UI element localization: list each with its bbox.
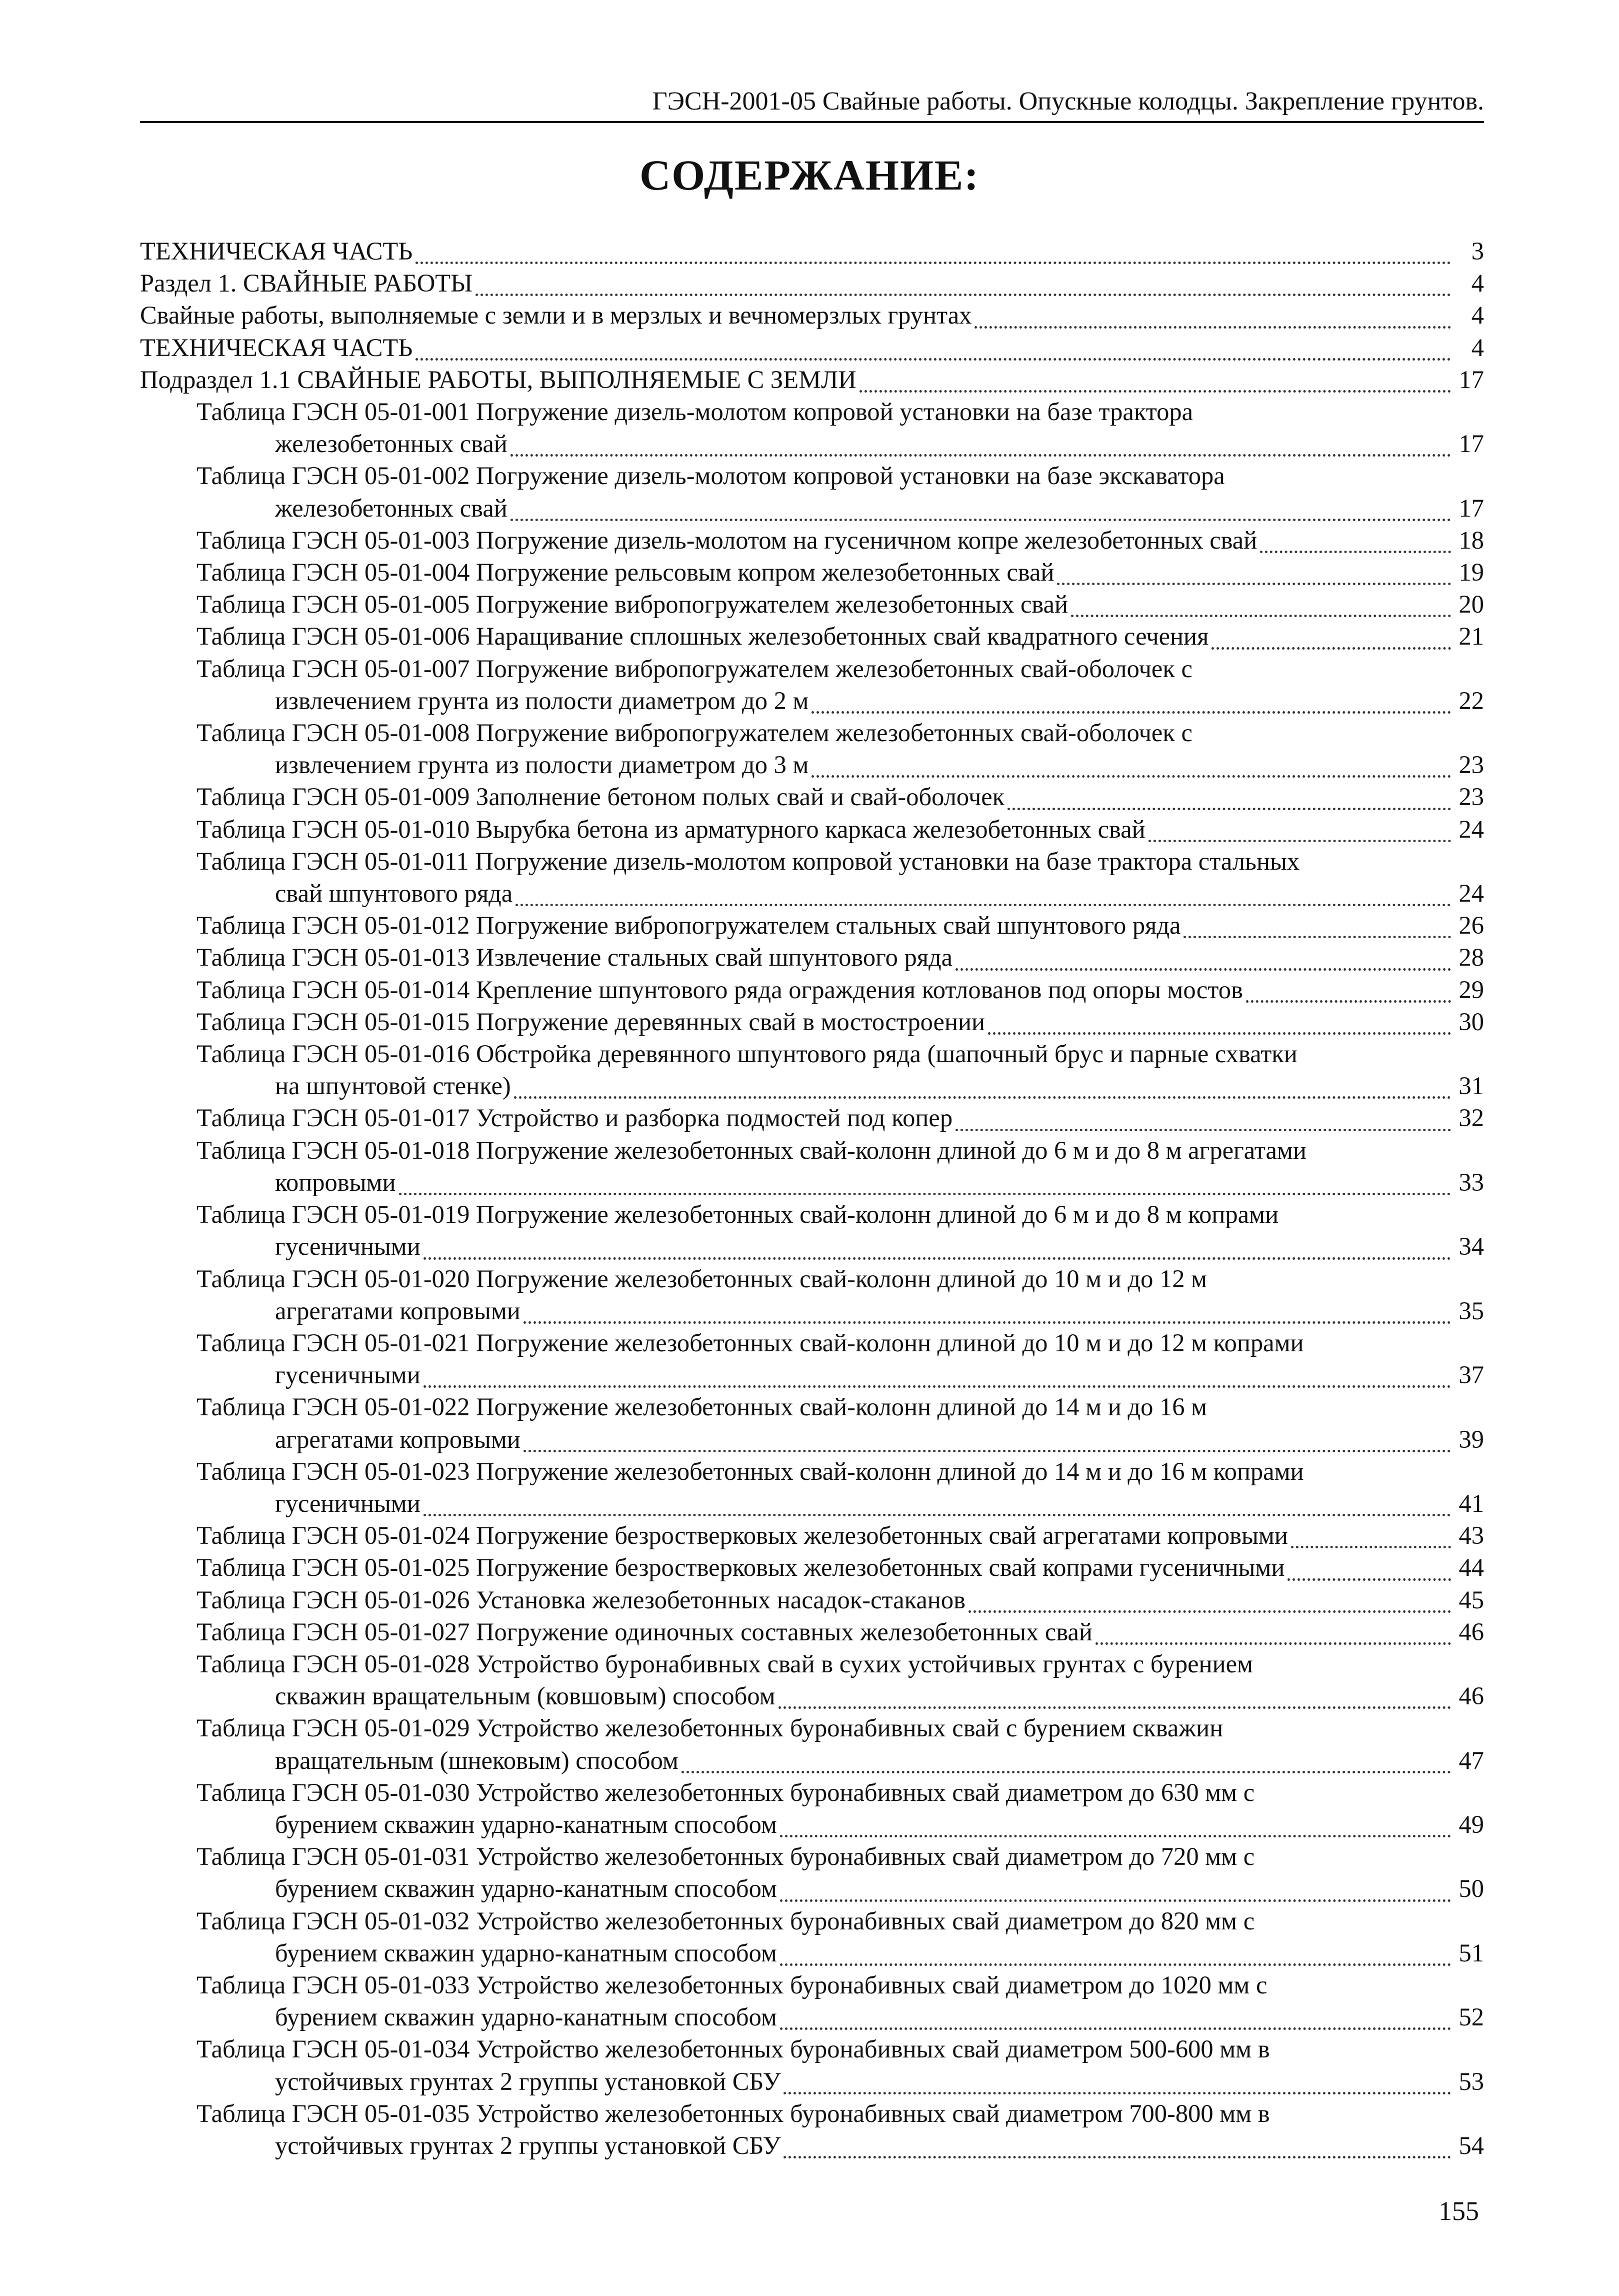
toc-page-number: 46: [1458, 1682, 1484, 1710]
toc-entry-title: железобетонных свай: [275, 430, 508, 458]
toc-entry[interactable]: [140, 813, 1484, 845]
toc-page-number: 45: [1458, 1585, 1484, 1614]
toc-entry[interactable]: [140, 235, 1484, 267]
dot-leader: [1008, 807, 1451, 810]
toc-entry[interactable]: [140, 1263, 1484, 1327]
toc-entry[interactable]: [140, 299, 1484, 331]
dot-leader: [780, 1963, 1451, 1966]
toc-page-number: 28: [1458, 943, 1484, 972]
dot-leader: [860, 390, 1451, 393]
toc-entry-title: Таблица ГЭСН 05-01-008 Погружение вибропогружателем железобетонных свай-оболочек с: [196, 719, 1192, 747]
toc-entry[interactable]: [140, 460, 1484, 524]
toc-page-number: 44: [1458, 1553, 1484, 1582]
dot-leader: [1148, 839, 1451, 842]
dot-leader: [812, 775, 1451, 778]
toc-entry-title: Таблица ГЭСН 05-01-006 Наращивание сплошных железобетонных свай квадратного сечения: [196, 622, 1209, 651]
toc-entry[interactable]: [140, 1391, 1484, 1455]
page-title: СОДЕРЖАНИЕ:: [640, 151, 980, 199]
toc-entry-title: агрегатами копровыми: [275, 1296, 520, 1325]
toc-entry[interactable]: [140, 1840, 1484, 1904]
toc-entry-title: Таблица ГЭСН 05-01-023 Погружение железобетонных свай-колонн длиной до 14 м и до 16 м копрами: [196, 1457, 1304, 1485]
toc-entry[interactable]: [140, 1455, 1484, 1519]
dot-leader: [1291, 1545, 1451, 1548]
toc-entry-title: ТЕХНИЧЕСКАЯ ЧАСТЬ: [140, 237, 413, 265]
toc-page-number: 23: [1458, 783, 1484, 811]
toc-page-number: 51: [1458, 1938, 1484, 1967]
table-of-contents: [140, 235, 1484, 2161]
toc-entry-title: ТЕХНИЧЕСКАЯ ЧАСТЬ: [140, 333, 413, 362]
dot-leader: [1212, 647, 1451, 650]
toc-entry-title: бурением скважин ударно-канатным способом: [275, 1810, 777, 1838]
dot-leader: [784, 2091, 1451, 2094]
running-header: ГЭСН-2001-05 Свайные работы. Опускные колодцы. Закрепление грунтов.: [140, 84, 1484, 123]
toc-page-number: 17: [1458, 430, 1484, 458]
dot-leader: [1071, 614, 1451, 617]
toc-entry[interactable]: [140, 941, 1484, 973]
dot-leader: [424, 1513, 1451, 1516]
toc-entry[interactable]: [140, 1616, 1484, 1648]
toc-entry-title: бурением скважин ударно-канатным способом: [275, 2003, 777, 2031]
dot-leader: [778, 1706, 1451, 1709]
dot-leader: [424, 1257, 1451, 1260]
dot-leader: [784, 2155, 1451, 2158]
toc-page-number: 53: [1458, 2067, 1484, 2095]
toc-entry-title: Таблица ГЭСН 05-01-027 Погружение одиночных составных железобетонных свай: [196, 1617, 1092, 1646]
dot-leader: [416, 261, 1451, 264]
toc-entry-title: Таблица ГЭСН 05-01-032 Устройство железобетонных буронабивных свай диаметром до 820 мм с: [196, 1906, 1255, 1935]
toc-entry-title: копровыми: [275, 1168, 396, 1196]
toc-entry-title: Таблица ГЭСН 05-01-031 Устройство железобетонных буронабивных свай диаметром до 720 мм с: [196, 1842, 1255, 1871]
toc-entry-title: Таблица ГЭСН 05-01-019 Погружение железобетонных свай-колонн длиной до 6 м и до 8 м копрами: [196, 1200, 1279, 1229]
toc-page-number: 46: [1458, 1617, 1484, 1646]
toc-entry-title: Таблица ГЭСН 05-01-013 Извлечение стальных свай шпунтового ряда: [196, 943, 953, 972]
toc-entry-title: бурением скважин ударно-канатным способом: [275, 1874, 777, 1903]
toc-entry[interactable]: [140, 524, 1484, 556]
toc-page-number: 30: [1458, 1007, 1484, 1036]
toc-entry-title: скважин вращательным (ковшовым) способом: [275, 1682, 776, 1710]
dot-leader: [780, 2027, 1451, 2030]
toc-page-number: 52: [1458, 2003, 1484, 2031]
toc-page-number: 32: [1458, 1104, 1484, 1132]
dot-leader: [974, 326, 1451, 329]
toc-entry-title: агрегатами копровыми: [275, 1425, 520, 1453]
dot-leader: [1246, 1000, 1451, 1003]
toc-entry[interactable]: [140, 1102, 1484, 1134]
toc-entry-title: Таблица ГЭСН 05-01-003 Погружение дизель-молотом на гусеничном копре железобетонных свай: [196, 526, 1258, 554]
toc-entry[interactable]: [140, 1134, 1484, 1198]
toc-entry[interactable]: [140, 332, 1484, 364]
toc-entry-title: гусеничными: [275, 1361, 420, 1389]
dot-leader: [516, 903, 1451, 906]
dot-leader: [956, 968, 1451, 971]
toc-entry[interactable]: [140, 1006, 1484, 1038]
toc-entry-title: Таблица ГЭСН 05-01-017 Устройство и разборка подмостей под копер: [196, 1104, 953, 1132]
dot-leader: [524, 1321, 1451, 1324]
toc-entry-title: Таблица ГЭСН 05-01-029 Устройство железобетонных буронабивных свай с бурением скважин: [196, 1714, 1224, 1742]
toc-entry-title: Таблица ГЭСН 05-01-007 Погружение вибропогружателем железобетонных свай-оболочек с: [196, 654, 1192, 683]
toc-entry-title: Таблица ГЭСН 05-01-025 Погружение безростверковых железобетонных свай копрами гусеничными: [196, 1553, 1285, 1582]
toc-entry-title: гусеничными: [275, 1232, 420, 1261]
toc-entry[interactable]: [140, 1776, 1484, 1840]
toc-entry-title: Таблица ГЭСН 05-01-014 Крепление шпунтового ряда ограждения котлованов под опоры мостов: [196, 975, 1243, 1004]
dot-leader: [968, 1610, 1451, 1613]
dot-leader: [1057, 582, 1451, 585]
toc-entry-title: Свайные работы, выполняемые с земли и в мерзлых и вечномерзлых грунтах: [140, 301, 972, 330]
toc-entry[interactable]: [140, 364, 1484, 396]
dot-leader: [524, 1449, 1451, 1452]
toc-page-number: 47: [1458, 1746, 1484, 1774]
toc-page-number: 19: [1458, 558, 1484, 587]
toc-entry-title: Таблица ГЭСН 05-01-020 Погружение железобетонных свай-колонн длиной до 10 м и до 12 м: [196, 1264, 1208, 1293]
toc-entry-title: устойчивых грунтах 2 группы установкой СБУ: [275, 2131, 781, 2159]
toc-entry[interactable]: [140, 653, 1484, 717]
toc-entry-title: Таблица ГЭСН 05-01-024 Погружение безростверковых железобетонных свай агрегатами копровыми: [196, 1521, 1288, 1550]
toc-entry-title: Подраздел 1.1 СВАЙНЫЕ РАБОТЫ, ВЫПОЛНЯЕМЫЕ С ЗЕМЛИ: [140, 365, 856, 394]
toc-entry[interactable]: [140, 588, 1484, 620]
toc-entry-title: Таблица ГЭСН 05-01-033 Устройство железобетонных буронабивных свай диаметром до 1020 мм с: [196, 1970, 1268, 1999]
toc-entry-title: вращательным (шнековым) способом: [275, 1746, 678, 1774]
toc-entry-title: Таблица ГЭСН 05-01-034 Устройство железобетонных буронабивных свай диаметром 500-600 мм в: [196, 2035, 1270, 2063]
toc-entry-title: свай шпунтового ряда: [275, 879, 513, 908]
toc-entry[interactable]: [140, 1551, 1484, 1583]
toc-entry[interactable]: [140, 1327, 1484, 1391]
toc-entry-title: Таблица ГЭСН 05-01-009 Заполнение бетоном полых свай и свай-оболочек: [196, 783, 1005, 811]
toc-entry[interactable]: [140, 1712, 1484, 1776]
toc-page-number: 26: [1458, 911, 1484, 940]
toc-page-number: 43: [1458, 1521, 1484, 1550]
toc-entry-title: Таблица ГЭСН 05-01-012 Погружение вибропогружателем стальных свай шпунтового ряда: [196, 911, 1181, 940]
toc-entry[interactable]: [140, 717, 1484, 781]
dot-leader: [956, 1128, 1451, 1131]
toc-entry-title: на шпунтовой стенке): [275, 1072, 511, 1100]
toc-entry-title: бурением скважин ударно-канатным способом: [275, 1938, 777, 1967]
dot-leader: [1288, 1578, 1451, 1581]
toc-entry-title: Таблица ГЭСН 05-01-035 Устройство железобетонных буронабивных свай диаметром 700-800 мм в: [196, 2099, 1270, 2127]
dot-leader: [476, 293, 1451, 296]
toc-entry[interactable]: [140, 2033, 1484, 2097]
toc-page-number: 29: [1458, 975, 1484, 1004]
toc-entry[interactable]: [140, 781, 1484, 813]
toc-page-number: 17: [1458, 365, 1484, 394]
dot-leader: [514, 1096, 1451, 1099]
dot-leader: [988, 1032, 1451, 1035]
toc-page-number: 33: [1458, 1168, 1484, 1196]
toc-entry-title: Таблица ГЭСН 05-01-001 Погружение дизель-молотом копровой установки на базе трактора: [196, 398, 1194, 426]
toc-page-number: 24: [1458, 879, 1484, 908]
toc-entry-title: Таблица ГЭСН 05-01-010 Вырубка бетона из арматурного каркаса железобетонных свай: [196, 815, 1146, 843]
toc-entry-title: Таблица ГЭСН 05-01-015 Погружение деревянных свай в мостостроении: [196, 1007, 986, 1036]
page-number: 155: [1438, 2196, 1479, 2226]
toc-page-number: 35: [1458, 1296, 1484, 1325]
toc-entry[interactable]: [140, 556, 1484, 588]
dot-leader: [424, 1385, 1451, 1388]
toc-page-number: 17: [1458, 494, 1484, 522]
toc-entry-title: гусеничными: [275, 1489, 420, 1517]
toc-page-number: 50: [1458, 1874, 1484, 1903]
toc-page-number: 23: [1458, 751, 1484, 779]
toc-entry-title: Таблица ГЭСН 05-01-004 Погружение рельсовым копром железобетонных свай: [196, 558, 1054, 587]
toc-entry-title: Таблица ГЭСН 05-01-005 Погружение вибропогружателем железобетонных свай: [196, 590, 1068, 619]
toc-entry[interactable]: [140, 396, 1484, 460]
toc-page-number: 20: [1458, 590, 1484, 619]
toc-entry[interactable]: [140, 974, 1484, 1006]
toc-entry-title: Таблица ГЭСН 05-01-002 Погружение дизель-молотом копровой установки на базе экскаватора: [196, 462, 1225, 490]
dot-leader: [1260, 550, 1451, 553]
toc-entry-title: Таблица ГЭСН 05-01-018 Погружение железобетонных свай-колонн длиной до 6 м и до 8 м агрегатами: [196, 1136, 1306, 1164]
toc-page-number: 41: [1458, 1489, 1484, 1517]
dot-leader: [399, 1192, 1451, 1195]
toc-entry[interactable]: [140, 2097, 1484, 2161]
toc-page-number: 18: [1458, 526, 1484, 554]
toc-entry[interactable]: [140, 267, 1484, 299]
toc-entry-title: Таблица ГЭСН 05-01-030 Устройство железобетонных буронабивных свай диаметром до 630 мм с: [196, 1778, 1255, 1806]
dot-leader: [812, 711, 1451, 714]
toc-entry-title: Таблица ГЭСН 05-01-026 Установка железобетонных насадок-стаканов: [196, 1585, 966, 1614]
toc-entry[interactable]: [140, 845, 1484, 909]
toc-entry[interactable]: [140, 1198, 1484, 1262]
toc-page-number: 39: [1458, 1425, 1484, 1453]
dot-leader: [1184, 935, 1451, 938]
toc-entry-title: устойчивых грунтах 2 группы установкой СБУ: [275, 2067, 781, 2095]
toc-entry[interactable]: [140, 909, 1484, 941]
dot-leader: [780, 1834, 1451, 1837]
dot-leader: [416, 358, 1451, 361]
toc-page-number: 22: [1458, 686, 1484, 715]
toc-page-number: 3: [1471, 237, 1484, 265]
toc-page-number: 34: [1458, 1232, 1484, 1261]
toc-entry[interactable]: [140, 620, 1484, 652]
toc-entry[interactable]: [140, 1519, 1484, 1551]
toc-entry-title: извлечением грунта из полости диаметром до 2 м: [275, 686, 809, 715]
toc-entry[interactable]: [140, 1969, 1484, 2033]
toc-entry[interactable]: [140, 1584, 1484, 1616]
dot-leader: [682, 1770, 1451, 1773]
dot-leader: [510, 518, 1451, 521]
dot-leader: [780, 1899, 1451, 1902]
toc-entry[interactable]: [140, 1038, 1484, 1102]
toc-entry-title: Таблица ГЭСН 05-01-021 Погружение железобетонных свай-колонн длиной до 10 м и до 12 м копрами: [196, 1328, 1304, 1357]
toc-entry[interactable]: [140, 1648, 1484, 1712]
toc-entry-title: извлечением грунта из полости диаметром до 3 м: [275, 751, 809, 779]
toc-page-number: 4: [1471, 301, 1484, 330]
toc-entry-title: Раздел 1. СВАЙНЫЕ РАБОТЫ: [140, 269, 473, 298]
toc-entry-title: Таблица ГЭСН 05-01-028 Устройство буронабивных свай в сухих устойчивых грунтах с бурением: [196, 1649, 1253, 1678]
toc-page-number: 4: [1471, 269, 1484, 298]
dot-leader: [1096, 1642, 1451, 1645]
toc-entry-title: Таблица ГЭСН 05-01-011 Погружение дизель-молотом копровой установки на базе трактора стальных: [196, 847, 1300, 875]
toc-entry[interactable]: [140, 1905, 1484, 1969]
toc-page-number: 4: [1471, 333, 1484, 362]
toc-page-number: 37: [1458, 1361, 1484, 1389]
toc-page-number: 31: [1458, 1072, 1484, 1100]
toc-page-number: 54: [1458, 2131, 1484, 2159]
toc-entry-title: железобетонных свай: [275, 494, 508, 522]
toc-entry-title: Таблица ГЭСН 05-01-016 Обстройка деревянного шпунтового ряда (шапочный брус и парные схватки: [196, 1040, 1298, 1068]
toc-page-number: 49: [1458, 1810, 1484, 1838]
toc-entry-title: Таблица ГЭСН 05-01-022 Погружение железобетонных свай-колонн длиной до 14 м и до 16 м: [196, 1393, 1208, 1421]
dot-leader: [510, 454, 1451, 457]
toc-page-number: 21: [1458, 622, 1484, 651]
toc-page-number: 24: [1458, 815, 1484, 843]
